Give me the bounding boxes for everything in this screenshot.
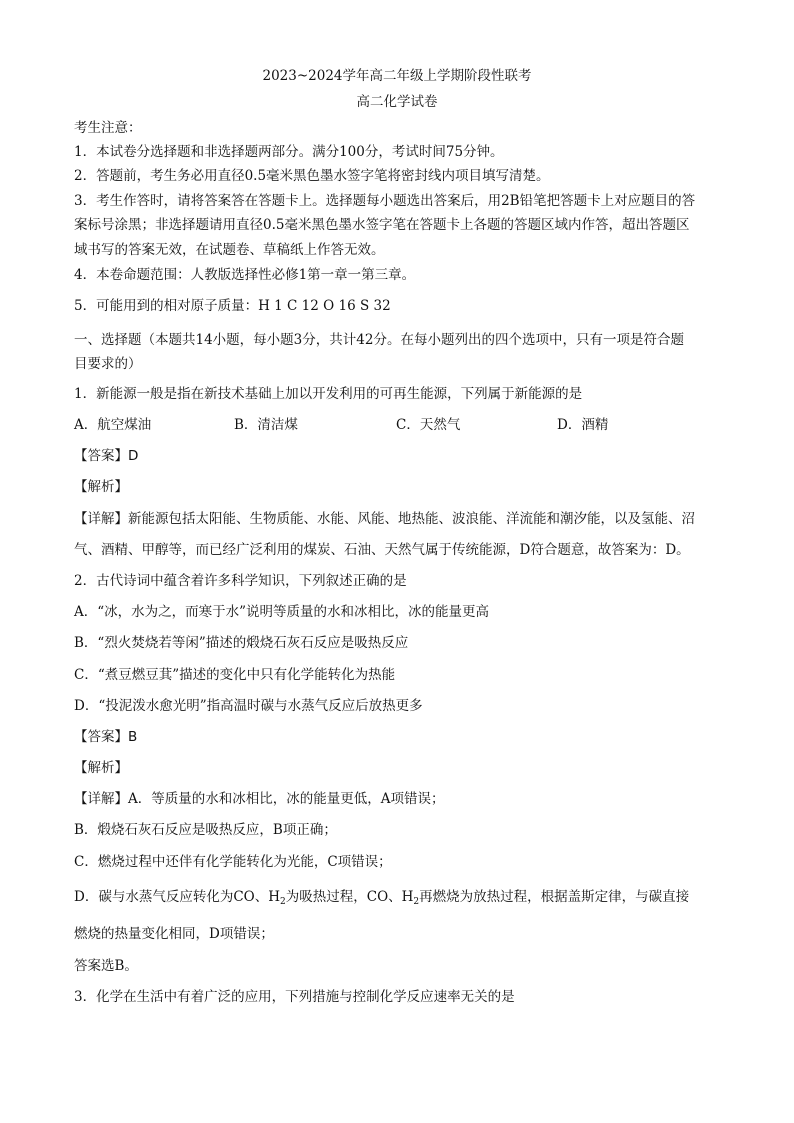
exam-title: 2023~2024学年高二年级上学期阶段性联考 <box>262 68 532 84</box>
q2-stem: 2．古代诗词中蕴含着许多科学知识，下列叙述正确的是 <box>74 573 407 589</box>
q1-option-a: A．航空煤油 <box>74 417 152 433</box>
note-3a: 3．考生作答时，请将答案答在答题卡上。选择题每小题选出答案后，用2B铅笔把答题卡上对应题目的答 <box>74 193 696 209</box>
q2-detail-d-line2: 燃烧的热量变化相同，D项错误； <box>74 926 274 942</box>
q1-stem: 1．新能源一般是指在新技术基础上加以开发利用的可再生能源，下列属于新能源的是 <box>74 386 583 402</box>
q2-detail-d-part1: D．碳与水蒸气反应转化为CO、H <box>74 889 280 905</box>
note-1: 1．本试卷分选择题和非选择题两部分。满分100分，考试时间75分钟。 <box>74 144 504 160</box>
q1-option-d: D．酒精 <box>557 417 609 433</box>
notes-heading: 考生注意： <box>74 120 142 136</box>
exam-subtitle: 高二化学试卷 <box>356 94 438 110</box>
q2-detail-d-part2: 为吸热过程，CO、H <box>285 889 414 905</box>
q2-analysis-label: 【解析】 <box>74 760 128 776</box>
q1-analysis-label: 【解析】 <box>74 479 128 495</box>
section-heading-line1: 一、选择题（本题共14小题，每小题3分，共计42分。在每小题列出的四个选项中，只有一项是符合题 <box>74 332 684 348</box>
q1-detail-line2: 气、酒精、甲醇等，而已经广泛利用的煤炭、石油、天然气属于传统能源，D符合题意，故答案为：D。 <box>74 542 690 558</box>
subscript-2: 2 <box>280 897 286 907</box>
subscript-2: 2 <box>413 897 420 907</box>
note-4: 4．本卷命题范围：人教版选择性必修1第一章一第三章。 <box>74 267 416 283</box>
q1-detail-line1: 【详解】新能源包括太阳能、生物质能、水能、风能、地热能、波浪能、洋流能和潮汐能，以及氢能、沼 <box>74 511 695 527</box>
q2-answer: 【答案】B <box>74 729 138 745</box>
note-2: 2．答题前，考生务必用直径0.5毫米黑色墨水签字笔将密封线内项目填写清楚。 <box>74 168 550 184</box>
q2-option-c: C．“煮豆燃豆萁”描述的变化中只有化学能转化为热能 <box>74 667 396 683</box>
q2-option-d: D．“投泥泼水愈光明”指高温时碳与水蒸气反应后放热更多 <box>74 698 423 714</box>
q1-option-b: B．清洁煤 <box>234 417 298 433</box>
note-5: 5．可能用到的相对原子质量：H 1 C 12 O 16 S 32 <box>74 298 391 314</box>
q3-stem: 3．化学在生活中有着广泛的应用，下列措施与控制化学反应速率无关的是 <box>74 989 515 1005</box>
q2-conclusion: 答案选B。 <box>74 958 138 974</box>
section-heading-line2: 目要求的） <box>74 356 142 372</box>
q2-detail-d-part3: 再燃烧为放热过程，根据盖斯定律，与碳直接 <box>419 889 690 905</box>
q1-answer: 【答案】D <box>74 448 139 464</box>
note-3b: 案标号涂黑；非选择题请用直径0.5毫米黑色墨水签字笔在答题卡上各题的答题区域内作答，超出答题区 <box>74 217 690 233</box>
q2-detail-a: 【详解】A．等质量的水和冰相比，冰的能量更低，A项错误； <box>74 791 445 807</box>
q2-option-a: A．“冰，水为之，而寒于水”说明等质量的水和冰相比，冰的能量更高 <box>74 604 490 620</box>
q2-option-b: B．“烈火焚烧若等闲”描述的煅烧石灰石反应是吸热反应 <box>74 635 409 651</box>
q2-detail-d-line1 <box>74 885 689 907</box>
q1-option-c: C．天然气 <box>396 417 461 433</box>
q2-detail-b: B．煅烧石灰石反应是吸热反应，B项正确； <box>74 822 337 838</box>
note-3c: 域书写的答案无效，在试题卷、草稿纸上作答无效。 <box>74 242 385 258</box>
q2-detail-c: C．燃烧过程中还伴有化学能转化为光能，C项错误； <box>74 854 392 870</box>
